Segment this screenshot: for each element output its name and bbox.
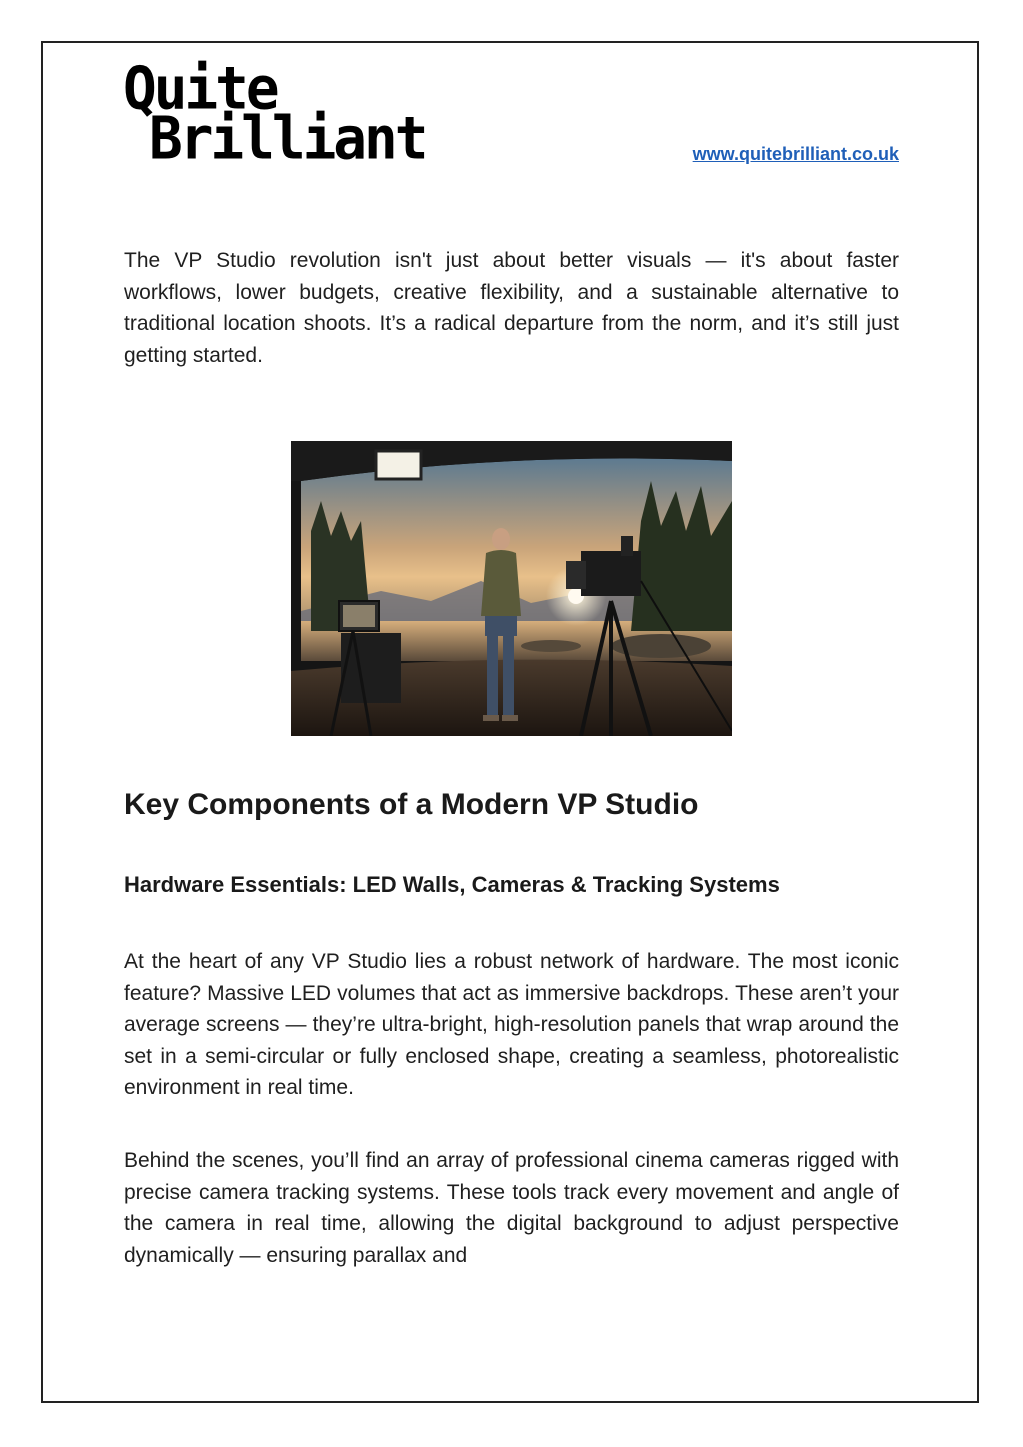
logo-line-1: Quite: [123, 54, 277, 123]
virtual-production-studio-photo: [291, 441, 732, 736]
intro-paragraph: The VP Studio revolution isn't just about better visuals — it's about faster workflows, lower budgets, creative flexibility, and a sustainable alternative to traditional location shoots. It’s a radical departure from the norm, and it’s still just getting started.: [124, 249, 899, 367]
section-subheading: Hardware Essentials: LED Walls, Cameras & Tracking Systems: [124, 872, 780, 897]
logo-line-2: Brilliant: [149, 104, 426, 173]
section-heading: Key Components of a Modern VP Studio: [124, 788, 699, 821]
quite-brilliant-logo: [123, 54, 426, 173]
body-paragraph-2: Behind the scenes, you’ll find an array of professional cinema cameras rigged with precise camera tracking systems. These tools track every movement and angle of the camera in real time, allowing the digital background to adjust perspective dynamically — ensuring parallax and: [124, 1149, 899, 1267]
website-link[interactable]: www.quitebrilliant.co.uk: [692, 144, 899, 164]
body-paragraph-1: At the heart of any VP Studio lies a robust network of hardware. The most iconic feature? Massive LED volumes that act as immersive backdrops. These aren’t your average screens — they’re ultra-bright, high-resolution panels that wrap around the set in a semi-circular or fully enclosed shape, creating a seamless, photorealistic environment in real time.: [124, 950, 899, 1099]
